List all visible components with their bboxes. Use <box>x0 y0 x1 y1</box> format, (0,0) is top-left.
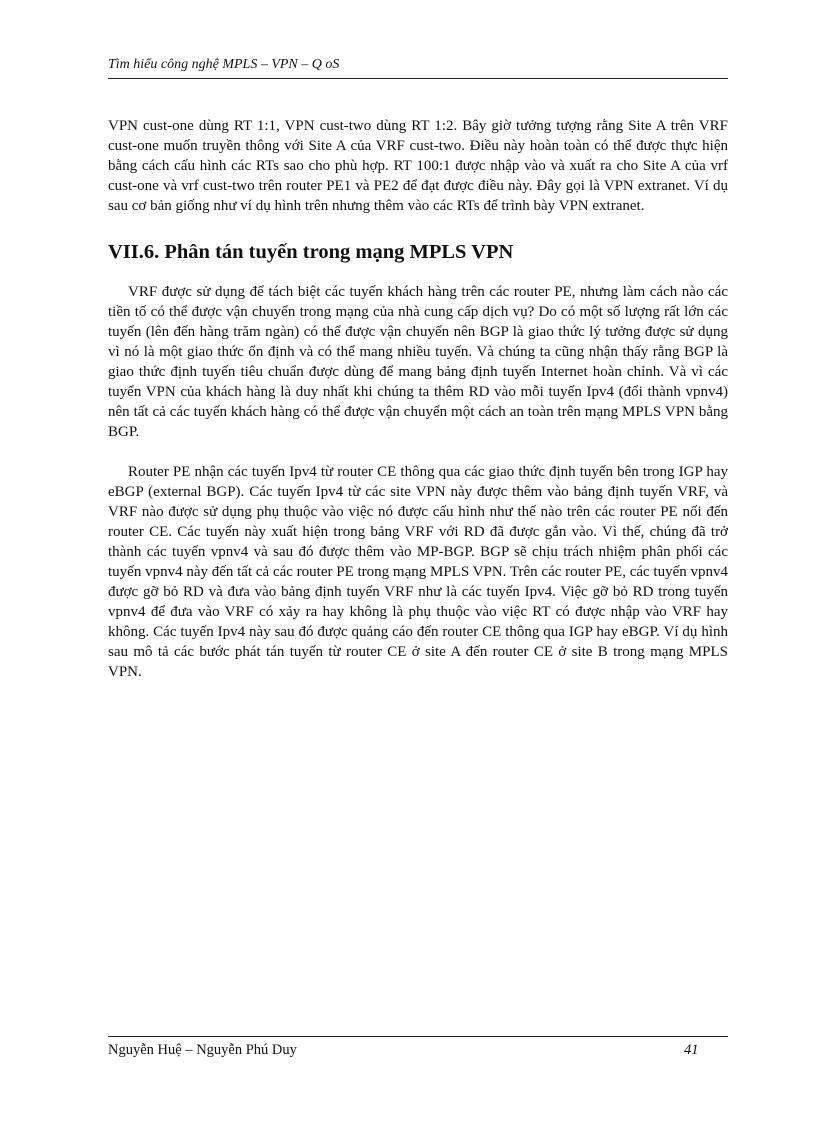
section-heading: VII.6. Phân tán tuyến trong mạng MPLS VPN <box>108 241 514 263</box>
header-divider <box>108 78 728 79</box>
page-header-title: Tìm hiểu công nghệ MPLS – VPN – Q oS <box>108 57 340 72</box>
footer-authors: Nguyễn Huệ – Nguyễn Phú Duy <box>108 1042 297 1058</box>
page-number: 41 <box>684 1042 699 1058</box>
page-content <box>108 116 728 682</box>
body-paragraph-2: VRF được sử dụng để tách biệt các tuyến khách hàng trên các router PE, nhưng làm cách nào các tiền tố có thể được vận chuyển trong mạng của nhà cung cấp dịch vụ? Do có một số lượng rất lớn các tuyến (lên đến hàng trăm ngàn) có thể được vận chuyển nên BGP là giao thức lý tưởng được sử dụng vì nó là một giao thức ổn định và có thể mang nhiều tuyến. Và chúng ta cũng nhận thấy rằng BGP là giao thức định tuyến tiêu chuẩn được dùng để mang bảng định tuyến Internet hoàn chỉnh. Và vì các tuyến VPN của khách hàng là duy nhất khi chúng ta thêm RD vào mỗi tuyến Ipv4 (đổi thành vpnv4) nên tất cả các tuyến khách hàng có thể được vận chuyển một cách an toàn trên mạng MPLS VPN bằng BGP. <box>108 284 728 440</box>
body-paragraph-3: Router PE nhận các tuyến Ipv4 từ router CE thông qua các giao thức định tuyến bên trong IGP hay eBGP (external BGP). Các tuyến Ipv4 từ các site VPN này được thêm vào bảng định tuyến VRF, và VRF nào được sử dụng phụ thuộc vào việc nó được cấu hình như thế nào trên các router PE nối đến router CE. Các tuyến này xuất hiện trong bảng VRF với RD đã được gắn vào. Vì thế, chúng đã trở thành các tuyến vpnv4 và sau đó được thêm vào MP-BGP. BGP sẽ chịu trách nhiệm phân phối các tuyến vpnv4 này đến tất cả các router PE trong mạng MPLS VPN. Trên các router PE, các tuyến vpnv4 được gỡ bỏ RD và đưa vào bảng định tuyến VRF như là các tuyến Ipv4. Việc gỡ bỏ RD trong tuyến vpnv4 để đưa vào VRF có xảy ra hay không là phụ thuộc vào việc RT có được nhập vào VRF hay không. Các tuyến Ipv4 này sau đó được quảng cáo đến router CE thông qua IGP hay eBGP. Ví dụ hình sau mô tả các bước phát tán tuyến từ router CE ở site A đến router CE ở site B trong mạng MPLS VPN. <box>108 464 729 680</box>
footer-divider <box>108 1036 728 1037</box>
body-paragraph-1: VPN cust-one dùng RT 1:1, VPN cust-two dùng RT 1:2. Bây giờ tưởng tượng rằng Site A trên VRF cust-one muốn truyền thông với Site A của VRF cust-two. Điều này hoàn toàn có thể được thực hiện bằng cách cấu hình các RTs sao cho phù hợp. RT 100:1 được nhập vào và xuất ra cho Site A của vrf cust-one và vrf cust-two trên router PE1 và PE2 để đạt được điều này. Đây gọi là VPN extranet. Ví dụ sau cơ bản giống như ví dụ hình trên nhưng thêm vào các RTs để trình bày VPN extranet. <box>108 118 728 214</box>
